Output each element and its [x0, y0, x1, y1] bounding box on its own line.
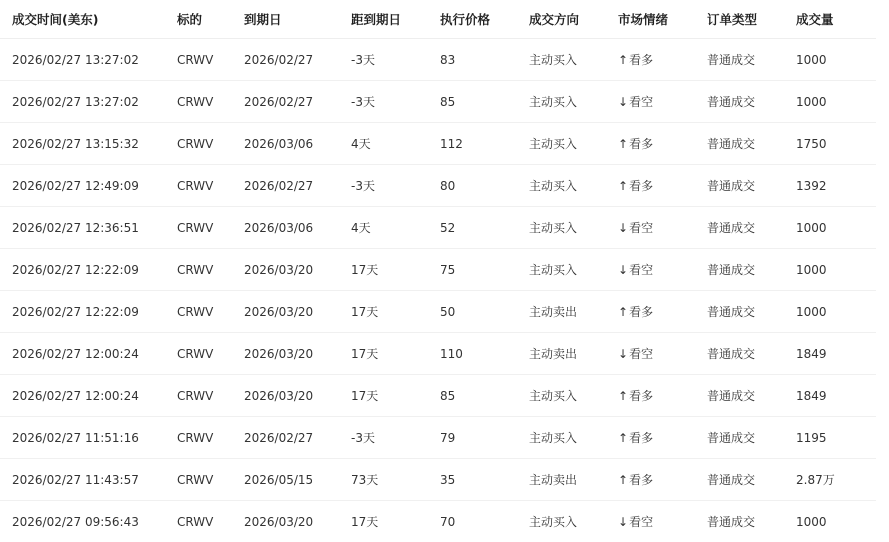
cell-expiry: 2026/03/06 [244, 123, 351, 165]
cell-time: 2026/02/27 13:27:02 [0, 39, 177, 81]
cell-symbol: CRWV [177, 291, 244, 333]
sentiment-label: 看多 [629, 431, 653, 445]
cell-volume: 1000 [796, 249, 876, 291]
cell-order-type: 普通成交 [707, 39, 796, 81]
sentiment-label: 看空 [629, 347, 653, 361]
cell-side: 主动买入 [529, 207, 618, 249]
cell-order-type: 普通成交 [707, 207, 796, 249]
cell-strike: 110 [440, 333, 529, 375]
cell-expiry: 2026/03/20 [244, 249, 351, 291]
sentiment-label: 看多 [629, 389, 653, 403]
cell-days-to-expiry: -3天 [351, 81, 440, 123]
table-row[interactable] [0, 375, 876, 417]
cell-time: 2026/02/27 11:51:16 [0, 417, 177, 459]
cell-strike: 112 [440, 123, 529, 165]
header-order-type[interactable]: 订单类型 [707, 0, 796, 39]
sentiment-label: 看空 [629, 515, 653, 529]
cell-volume: 1000 [796, 291, 876, 333]
cell-symbol: CRWV [177, 501, 244, 542]
table-row[interactable] [0, 459, 876, 501]
cell-sentiment [618, 207, 707, 249]
cell-strike: 70 [440, 501, 529, 542]
cell-days-to-expiry: 73天 [351, 459, 440, 501]
cell-order-type: 普通成交 [707, 81, 796, 123]
header-row [0, 0, 876, 39]
cell-symbol: CRWV [177, 207, 244, 249]
cell-symbol: CRWV [177, 249, 244, 291]
arrow-down-icon: ↓ [618, 515, 628, 529]
cell-side: 主动卖出 [529, 333, 618, 375]
cell-expiry: 2026/03/06 [244, 207, 351, 249]
cell-sentiment [618, 501, 707, 542]
cell-time: 2026/02/27 09:56:43 [0, 501, 177, 542]
arrow-up-icon: ↑ [618, 53, 628, 67]
cell-time: 2026/02/27 13:15:32 [0, 123, 177, 165]
cell-order-type: 普通成交 [707, 249, 796, 291]
cell-symbol: CRWV [177, 417, 244, 459]
cell-sentiment [618, 417, 707, 459]
cell-sentiment [618, 291, 707, 333]
cell-sentiment [618, 375, 707, 417]
cell-days-to-expiry: 17天 [351, 333, 440, 375]
cell-days-to-expiry: -3天 [351, 165, 440, 207]
cell-side: 主动买入 [529, 81, 618, 123]
cell-symbol: CRWV [177, 375, 244, 417]
header-strike[interactable]: 执行价格 [440, 0, 529, 39]
header-days-to-expiry[interactable]: 距到期日 [351, 0, 440, 39]
cell-sentiment [618, 39, 707, 81]
sentiment-label: 看多 [629, 473, 653, 487]
cell-strike: 85 [440, 375, 529, 417]
arrow-up-icon: ↑ [618, 431, 628, 445]
cell-time: 2026/02/27 13:27:02 [0, 81, 177, 123]
cell-sentiment [618, 333, 707, 375]
cell-sentiment [618, 81, 707, 123]
table-row[interactable] [0, 123, 876, 165]
cell-volume: 1000 [796, 39, 876, 81]
cell-expiry: 2026/03/20 [244, 375, 351, 417]
cell-sentiment [618, 123, 707, 165]
cell-symbol: CRWV [177, 123, 244, 165]
header-sentiment[interactable]: 市场情绪 [618, 0, 707, 39]
cell-volume: 1750 [796, 123, 876, 165]
sentiment-label: 看多 [629, 137, 653, 151]
sentiment-label: 看多 [629, 179, 653, 193]
cell-order-type: 普通成交 [707, 501, 796, 542]
cell-side: 主动买入 [529, 165, 618, 207]
cell-strike: 50 [440, 291, 529, 333]
cell-strike: 75 [440, 249, 529, 291]
cell-strike: 79 [440, 417, 529, 459]
cell-expiry: 2026/02/27 [244, 81, 351, 123]
cell-side: 主动卖出 [529, 459, 618, 501]
cell-side: 主动买入 [529, 249, 618, 291]
table-row[interactable] [0, 333, 876, 375]
cell-strike: 83 [440, 39, 529, 81]
arrow-up-icon: ↑ [618, 473, 628, 487]
table-body [0, 39, 876, 542]
cell-expiry: 2026/02/27 [244, 39, 351, 81]
arrow-down-icon: ↓ [618, 221, 628, 235]
cell-days-to-expiry: 17天 [351, 375, 440, 417]
cell-symbol: CRWV [177, 81, 244, 123]
arrow-up-icon: ↑ [618, 305, 628, 319]
cell-days-to-expiry: 17天 [351, 501, 440, 542]
cell-order-type: 普通成交 [707, 123, 796, 165]
cell-order-type: 普通成交 [707, 459, 796, 501]
sentiment-label: 看多 [629, 305, 653, 319]
arrow-up-icon: ↑ [618, 179, 628, 193]
header-side[interactable]: 成交方向 [529, 0, 618, 39]
table-row[interactable] [0, 249, 876, 291]
sentiment-label: 看空 [629, 95, 653, 109]
table-row[interactable] [0, 417, 876, 459]
cell-sentiment [618, 165, 707, 207]
header-symbol[interactable]: 标的 [177, 0, 244, 39]
cell-expiry: 2026/03/20 [244, 291, 351, 333]
cell-strike: 52 [440, 207, 529, 249]
sentiment-label: 看多 [629, 53, 653, 67]
cell-expiry: 2026/03/20 [244, 501, 351, 542]
cell-side: 主动买入 [529, 501, 618, 542]
cell-order-type: 普通成交 [707, 333, 796, 375]
cell-days-to-expiry: 4天 [351, 123, 440, 165]
cell-volume: 1392 [796, 165, 876, 207]
table-header [0, 0, 876, 39]
cell-time: 2026/02/27 12:36:51 [0, 207, 177, 249]
table-row[interactable] [0, 39, 876, 81]
cell-side: 主动买入 [529, 123, 618, 165]
cell-days-to-expiry: -3天 [351, 417, 440, 459]
arrow-up-icon: ↑ [618, 389, 628, 403]
cell-side: 主动卖出 [529, 291, 618, 333]
cell-time: 2026/02/27 12:00:24 [0, 333, 177, 375]
cell-side: 主动买入 [529, 39, 618, 81]
sentiment-label: 看空 [629, 263, 653, 277]
cell-volume: 1195 [796, 417, 876, 459]
cell-volume: 1000 [796, 207, 876, 249]
arrow-down-icon: ↓ [618, 95, 628, 109]
header-expiry[interactable]: 到期日 [244, 0, 351, 39]
cell-time: 2026/02/27 12:49:09 [0, 165, 177, 207]
sentiment-label: 看空 [629, 221, 653, 235]
cell-expiry: 2026/02/27 [244, 417, 351, 459]
table-row[interactable] [0, 165, 876, 207]
cell-symbol: CRWV [177, 165, 244, 207]
cell-order-type: 普通成交 [707, 375, 796, 417]
cell-order-type: 普通成交 [707, 165, 796, 207]
cell-volume: 1000 [796, 81, 876, 123]
cell-order-type: 普通成交 [707, 417, 796, 459]
cell-sentiment [618, 459, 707, 501]
cell-time: 2026/02/27 12:22:09 [0, 249, 177, 291]
cell-strike: 80 [440, 165, 529, 207]
cell-side: 主动买入 [529, 417, 618, 459]
arrow-up-icon: ↑ [618, 137, 628, 151]
cell-strike: 35 [440, 459, 529, 501]
arrow-down-icon: ↓ [618, 263, 628, 277]
cell-days-to-expiry: 4天 [351, 207, 440, 249]
table-row[interactable] [0, 291, 876, 333]
cell-volume: 2.87万 [796, 459, 876, 501]
cell-side: 主动买入 [529, 375, 618, 417]
cell-order-type: 普通成交 [707, 291, 796, 333]
cell-expiry: 2026/02/27 [244, 165, 351, 207]
cell-time: 2026/02/27 12:00:24 [0, 375, 177, 417]
arrow-down-icon: ↓ [618, 347, 628, 361]
cell-time: 2026/02/27 12:22:09 [0, 291, 177, 333]
table-row[interactable] [0, 501, 876, 542]
cell-time: 2026/02/27 11:43:57 [0, 459, 177, 501]
cell-symbol: CRWV [177, 459, 244, 501]
cell-symbol: CRWV [177, 39, 244, 81]
header-time[interactable]: 成交时间(美东) [0, 0, 177, 39]
table-row[interactable] [0, 207, 876, 249]
cell-expiry: 2026/03/20 [244, 333, 351, 375]
cell-days-to-expiry: 17天 [351, 291, 440, 333]
cell-volume: 1849 [796, 333, 876, 375]
table-row[interactable] [0, 81, 876, 123]
cell-sentiment [618, 249, 707, 291]
cell-strike: 85 [440, 81, 529, 123]
cell-volume: 1000 [796, 501, 876, 542]
cell-days-to-expiry: -3天 [351, 39, 440, 81]
cell-symbol: CRWV [177, 333, 244, 375]
header-volume[interactable]: 成交量 [796, 0, 876, 39]
cell-volume: 1849 [796, 375, 876, 417]
cell-expiry: 2026/05/15 [244, 459, 351, 501]
cell-days-to-expiry: 17天 [351, 249, 440, 291]
